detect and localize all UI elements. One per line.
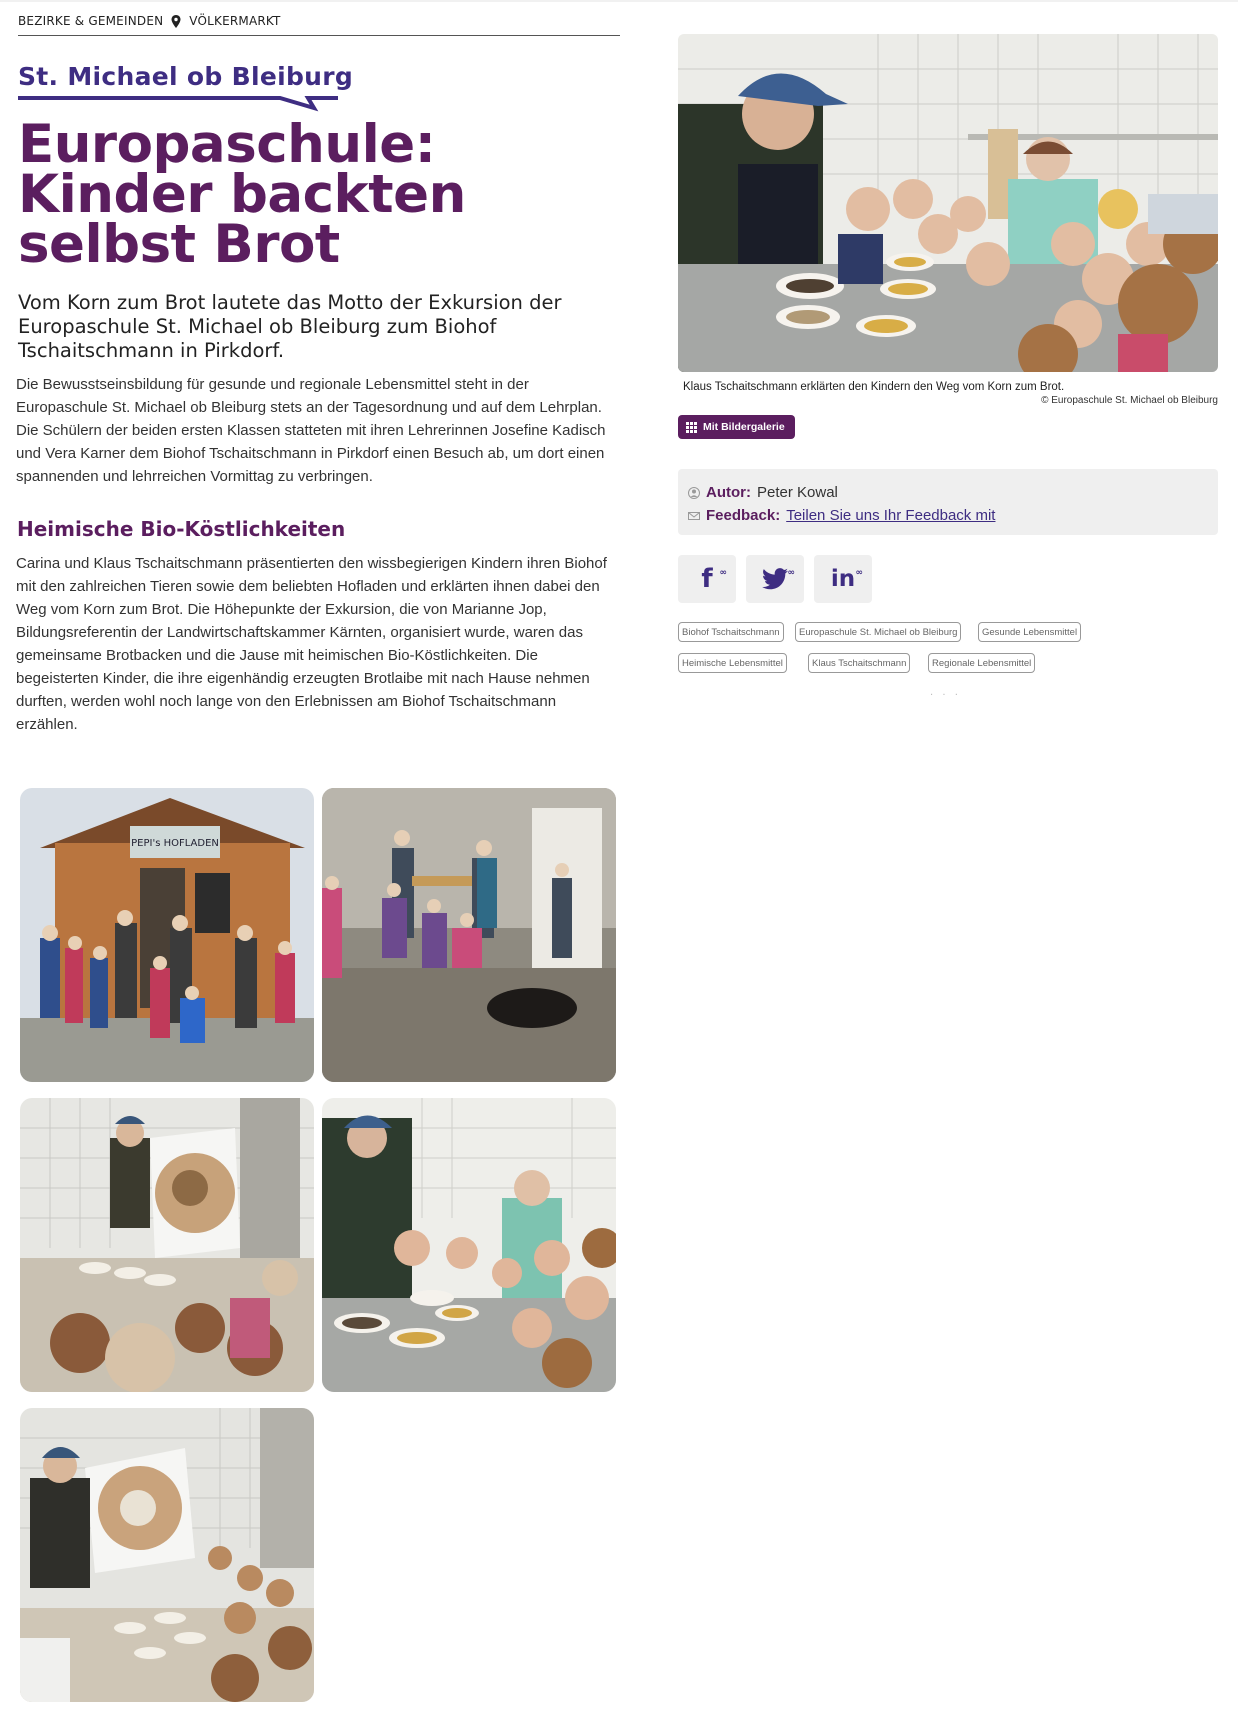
article-paragraph-1: Die Bewusstseinsbildung für gesunde und regionale Lebensmittel steht in der Europaschule St. Michael ob Bleiburg stets an der Tagesordnung und auf dem Lehrplan. Die Schülern der beiden ersten Klassen statteten mit ihren Lehrerinnen Josefine Kadisch und Vera Karner dem Biohof Tschaitschmann in Pirkdorf einen Besuch ab, um dort einen spannenden und lehrreichen Vormittag zu verbringen. [16, 376, 606, 485]
location-tag[interactable]: St. Michael ob Bleiburg [18, 62, 354, 91]
hero-image[interactable] [678, 34, 1218, 372]
link-icon: ∞ [855, 568, 863, 578]
article-subheading: Heimische Bio-Köstlichkeiten [17, 517, 346, 541]
hero-credit: © Europaschule St. Michael ob Bleiburg [1041, 395, 1218, 406]
tag-chip[interactable]: Biohof Tschaitschmann [678, 622, 784, 642]
hero-caption: Klaus Tschaitschmann erklärten den Kindern den Weg vom Korn zum Brot. [683, 381, 1065, 393]
author-name: Peter Kowal [757, 484, 838, 501]
gallery-photo-yard[interactable] [322, 788, 616, 1082]
top-rule [0, 0, 1238, 2]
author-row [688, 481, 1208, 504]
hofladen-sign-text: PEPI's HOFLADEN [131, 838, 219, 849]
page-title: Europaschule: Kinder backten selbst Brot [18, 114, 466, 275]
gallery-photo-food-poster[interactable] [20, 1408, 314, 1702]
loading-dots: · · · [930, 690, 961, 701]
open-gallery-label: Mit Bildergalerie [703, 421, 785, 433]
tag-chip[interactable]: Klaus Tschaitschmann [808, 653, 910, 673]
article-lead: Vom Korn zum Brot lautete das Motto der Exkursion der Europaschule St. Michael ob Bleiburg zum Biohof Tschaitschmann in Pirkdorf. [18, 291, 562, 362]
tag-chip[interactable]: Gesunde Lebensmittel [978, 622, 1081, 642]
gallery-photo-grain-bowls[interactable] [322, 1098, 616, 1392]
breadcrumb [18, 14, 620, 36]
linkedin-share-button[interactable] [814, 555, 872, 603]
linkedin-icon: in [830, 566, 856, 592]
link-icon: ∞ [787, 568, 795, 578]
feedback-link[interactable]: Teilen Sie uns Ihr Feedback mit [786, 507, 996, 524]
map-pin-icon [171, 15, 181, 28]
mail-icon [688, 510, 700, 522]
grid-icon [686, 422, 697, 433]
tag-chip[interactable]: Heimische Lebensmittel [678, 653, 787, 673]
location-underline [18, 96, 338, 112]
facebook-share-button[interactable] [678, 555, 736, 603]
gallery-photo-hofladen[interactable] [20, 788, 314, 1082]
author-label: Autor: [706, 484, 751, 501]
breadcrumb-location-link[interactable]: VÖLKERMARKT [189, 14, 281, 28]
article-paragraph-2: Carina und Klaus Tschaitschmann präsentierten den wissbegierigen Kindern ihren Biohof mit den zahlreichen Tieren sowie dem beliebten Hofladen und erklärten ihnen dabei den Weg vom Korn zum Brot. Die Höhepunkte der Exkursion, die von Marianne Jop, Bildungsreferentin der Landwirtschaftskammer Kärnten, organisiert wurde, waren das gemeinsame Brotbacken und die Jause mit heimischen Bio-Köstlichkeiten. Die begeisterten Kinder, die ihre eigenhändig erzeugten Brotlaibe mit nach Hause nehmen durften, werden wohl noch lange von den Erlebnissen am Biohof Tschaitschmann erzählen. [16, 555, 607, 733]
twitter-share-button[interactable] [746, 555, 804, 603]
link-icon: ∞ [719, 568, 727, 578]
tag-chip[interactable]: Regionale Lebensmittel [928, 653, 1035, 673]
open-gallery-button[interactable] [678, 415, 795, 439]
twitter-bird-icon [762, 568, 788, 590]
feedback-row [688, 504, 1208, 527]
author-box [678, 469, 1218, 535]
breadcrumb-section-link[interactable]: BEZIRKE & GEMEINDEN [18, 14, 164, 28]
gallery-photo-poster[interactable] [20, 1098, 314, 1392]
user-icon [688, 487, 700, 499]
tag-chip[interactable]: Europaschule St. Michael ob Bleiburg [795, 622, 961, 642]
facebook-icon: f [701, 564, 713, 594]
feedback-label: Feedback: [706, 507, 781, 524]
share-buttons [678, 555, 872, 603]
